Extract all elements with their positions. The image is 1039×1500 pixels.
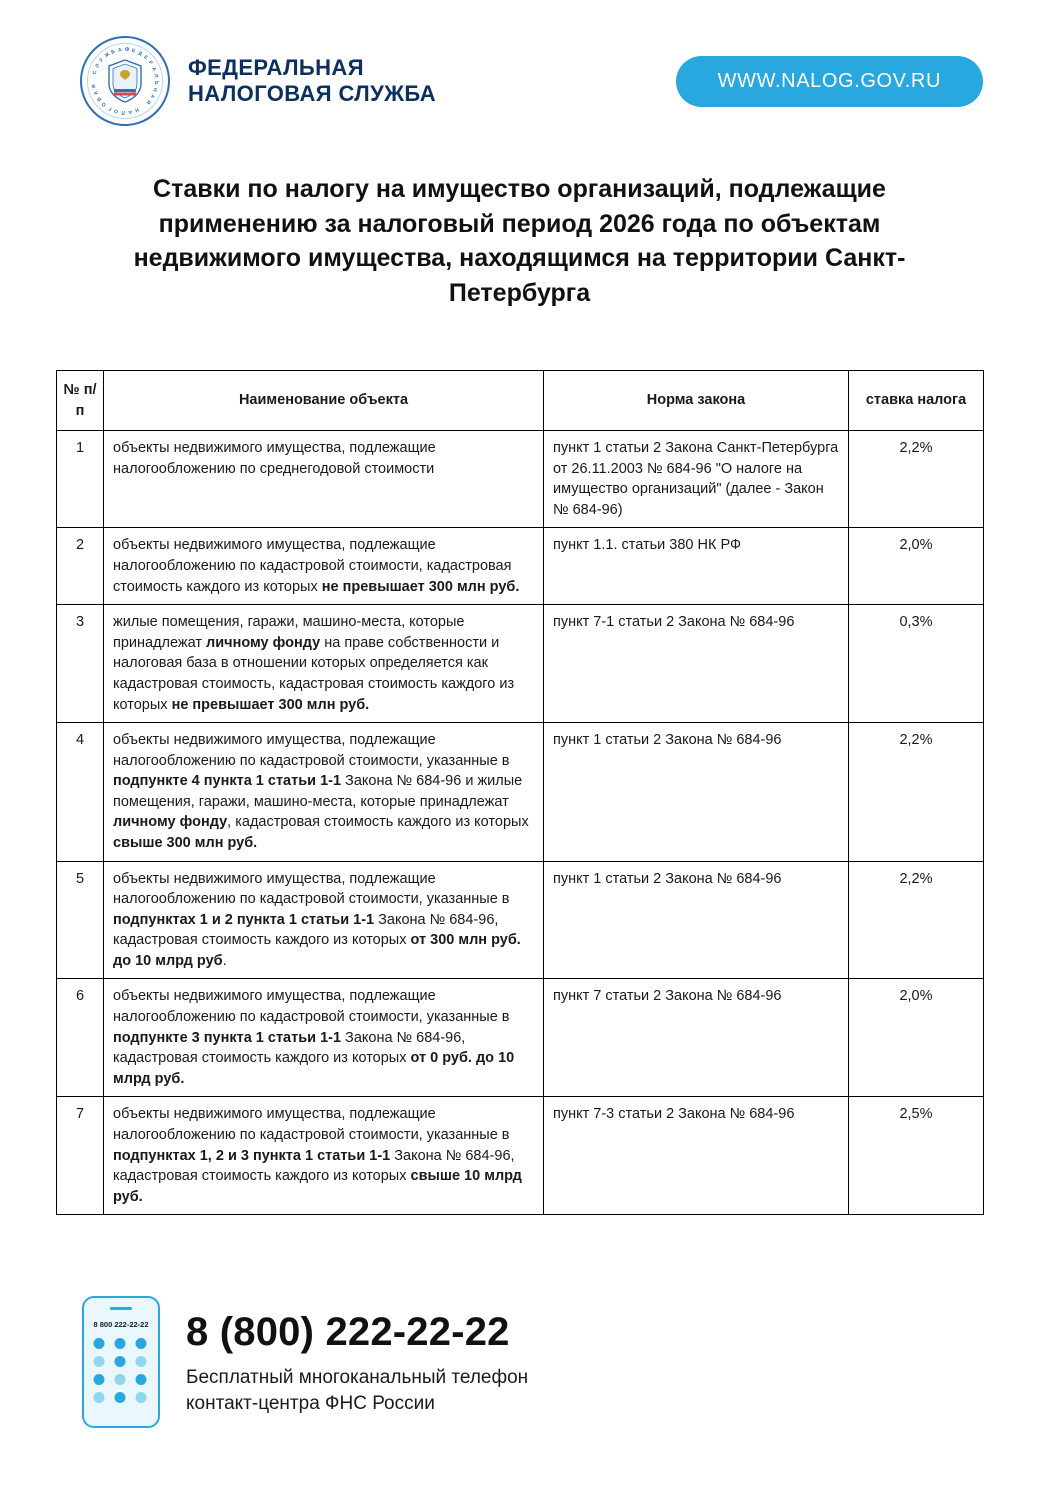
keypad-dot [136, 1338, 147, 1349]
keypad-dot [94, 1374, 105, 1385]
agency-name-line2: НАЛОГОВАЯ СЛУЖБА [188, 81, 437, 106]
table-row [57, 1097, 984, 1215]
cell-tax-rate: 2,0% [849, 979, 984, 1097]
keypad-dot [136, 1392, 147, 1403]
cell-object-name: объекты недвижимого имущества, подлежащие налогообложению по кадастровой стоимости, кадастровая стоимость каждого из которых не превышает 300 млн руб. [104, 528, 544, 605]
col-header-number-text: № п/п [63, 382, 97, 419]
col-header-number [57, 371, 104, 431]
cell-row-number: 6 [57, 979, 104, 1097]
keypad-dot [115, 1338, 126, 1349]
page-title: Ставки по налогу на имущество организаций, подлежащие применению за налоговый период 2026 года по объектам недвижимого имущества, находящимся на территории Санкт-Петербурга [133, 175, 906, 307]
cell-law-norm: пункт 7-3 статьи 2 Закона № 684-96 [544, 1097, 849, 1215]
cell-law-norm: пункт 1.1. статьи 380 НК РФ [544, 528, 849, 605]
phone-keypad-icon [82, 1296, 160, 1428]
cell-row-number: 2 [57, 528, 104, 605]
cell-law-norm: пункт 7 статьи 2 Закона № 684-96 [544, 979, 849, 1097]
cell-tax-rate: 2,2% [849, 723, 984, 861]
emblem-ring-text: Ф Е Д Е Р А Л Ь Н А Я Н А Л О Г О В А Я С Л У Ж Б А [90, 46, 160, 116]
rates-table-container [56, 370, 983, 1215]
cell-row-number: 1 [57, 431, 104, 528]
keypad-dot [136, 1356, 147, 1367]
contact-subtitle [186, 1365, 528, 1416]
cell-tax-rate: 2,2% [849, 861, 984, 979]
cell-tax-rate: 2,0% [849, 528, 984, 605]
cell-law-norm: пункт 1 статьи 2 Закона № 684-96 [544, 861, 849, 979]
keypad-dot [94, 1356, 105, 1367]
phone-keypad [94, 1338, 149, 1403]
keypad-dot [94, 1338, 105, 1349]
coat-of-arms-icon [105, 58, 145, 104]
agency-name-line1: ФЕДЕРАЛЬНАЯ [188, 54, 364, 80]
rates-table-body [57, 431, 984, 1215]
cell-tax-rate: 2,2% [849, 431, 984, 528]
contact-text [186, 1307, 528, 1416]
keypad-dot [115, 1356, 126, 1367]
page-header [0, 0, 1039, 116]
table-row [57, 861, 984, 979]
cell-row-number: 4 [57, 723, 104, 861]
table-row [57, 979, 984, 1097]
keypad-dot [115, 1392, 126, 1403]
keypad-dot [115, 1374, 126, 1385]
table-row [57, 723, 984, 861]
table-row [57, 605, 984, 723]
cell-law-norm: пункт 1 статьи 2 Закона № 684-96 [544, 723, 849, 861]
cell-row-number: 5 [57, 861, 104, 979]
keypad-dot [136, 1374, 147, 1385]
cell-object-name: объекты недвижимого имущества, подлежащие налогообложению по кадастровой стоимости, указанные в подпунктах 1 и 2 пункта 1 статьи 1-1 Закона № 684-96, кадастровая стоимость каждого из которых от 300 млн руб. до 10 млрд руб. [104, 861, 544, 979]
cell-object-name: объекты недвижимого имущества, подлежащие налогообложению по кадастровой стоимости, указанные в подпункте 4 пункта 1 статьи 1-1 Закона № 684-96 и жилые помещения, гаражи, машино-места, которые принадлежат личному фонду, кадастровая стоимость каждого из которых свыше 300 млн руб. [104, 723, 544, 861]
cell-object-name: объекты недвижимого имущества, подлежащие налогообложению по среднегодовой стоимости [104, 431, 544, 528]
table-row [57, 431, 984, 528]
contact-subtitle-line2: контакт-центра ФНС России [186, 1393, 435, 1414]
cell-object-name: объекты недвижимого имущества, подлежащие налогообложению по кадастровой стоимости, указанные в подпункте 3 пункта 1 статьи 1-1 Закона № 684-96, кадастровая стоимость каждого из которых от 0 руб. до 10 млрд руб. [104, 979, 544, 1097]
contact-phone-number[interactable]: 8 (800) 222-22-22 [186, 1310, 510, 1355]
cell-tax-rate: 2,5% [849, 1097, 984, 1215]
cell-row-number: 7 [57, 1097, 104, 1215]
rates-table [56, 370, 984, 1215]
cell-law-norm: пункт 7-1 статьи 2 Закона № 684-96 [544, 605, 849, 723]
cell-object-name: объекты недвижимого имущества, подлежащие налогообложению по кадастровой стоимости, указанные в подпунктах 1, 2 и 3 пункта 1 статьи 1-1 Закона № 684-96, кадастровая стоимость каждого из которых свыше 10 млрд руб. [104, 1097, 544, 1215]
cell-object-name: жилые помещения, гаражи, машино-места, которые принадлежат личному фонду на праве собственности и налоговая база в отношении которых определяется как кадастровая стоимость, кадастровая стоимость каждого из которых не превышает 300 млн руб. [104, 605, 544, 723]
cell-law-norm: пункт 1 статьи 2 Закона Санкт-Петербурга от 26.11.2003 № 684-96 "О налоге на имущество организаций" (далее - Закон № 684-96) [544, 431, 849, 528]
table-header-row [57, 371, 984, 431]
fns-emblem-icon [80, 36, 170, 126]
col-header-law-norm: Норма закона [544, 371, 849, 431]
phone-speaker [110, 1307, 132, 1310]
table-row [57, 528, 984, 605]
phone-icon-number: 8 800 222-22-22 [93, 1320, 149, 1329]
agency-brand [80, 36, 436, 126]
col-header-object-name: Наименование объекта [104, 371, 544, 431]
agency-name [188, 55, 436, 108]
website-url-badge[interactable]: WWW.NALOG.GOV.RU [676, 56, 983, 107]
cell-tax-rate: 0,3% [849, 605, 984, 723]
contact-subtitle-line1: Бесплатный многоканальный телефон [186, 1367, 529, 1389]
cell-row-number: 3 [57, 605, 104, 723]
contact-footer [0, 1296, 1039, 1428]
keypad-dot [94, 1392, 105, 1403]
col-header-tax-rate: ставка налога [849, 371, 984, 431]
